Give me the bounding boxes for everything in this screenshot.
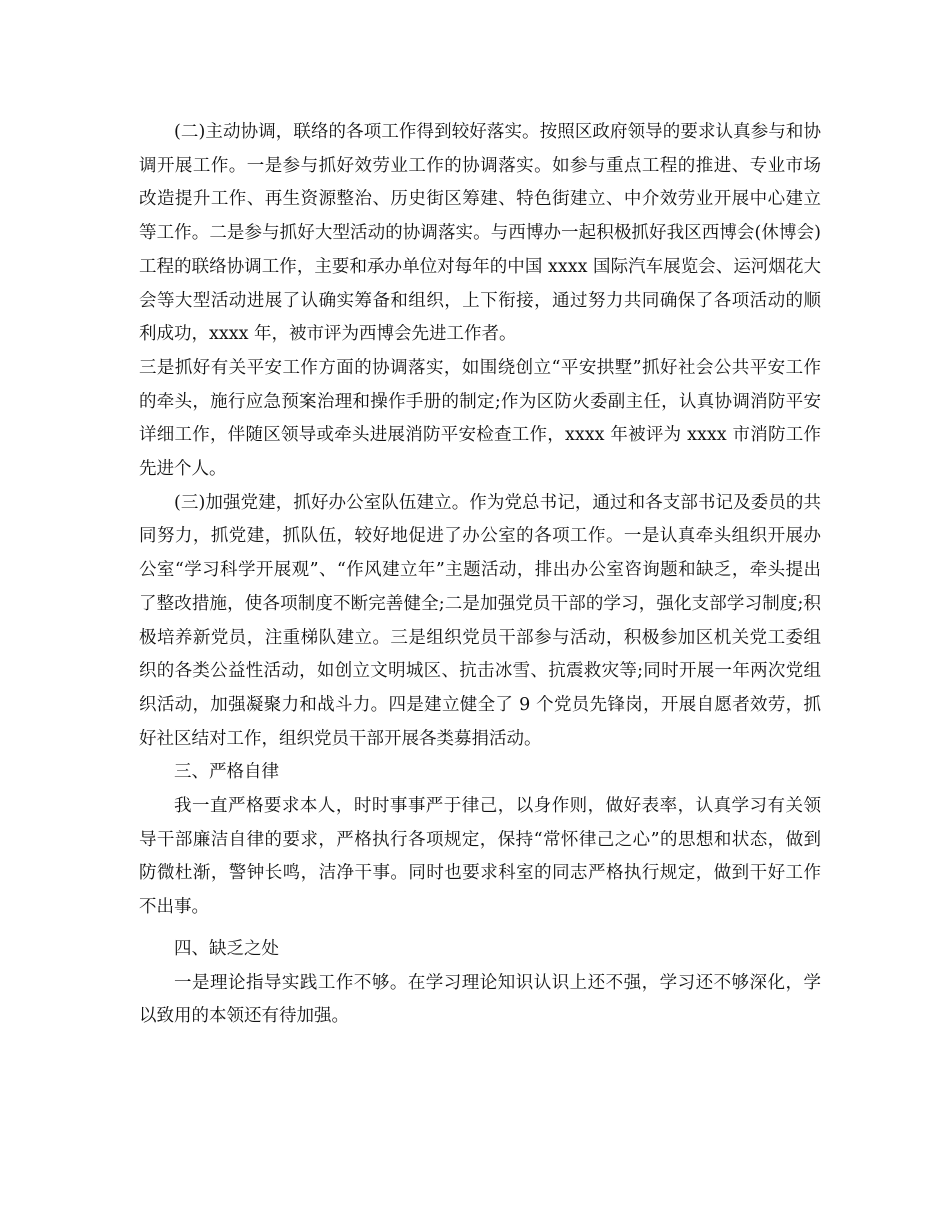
section-heading-self-discipline: 三、严格自律 [174,762,279,783]
paragraph-party-building: (三)加强党建，抓好办公室队伍建立。作为党总书记，通过和各支部书记及委员的共同努力，抓党建，抓队伍，较好地促进了办公室的各项工作。一是认真牵头组织开展办公室“学习科学开展观”、“作风建立年”主题活动，排出办公室咨询题和缺乏，牵头提出了整改措施，使各项制度不断完善健全;二是加强党员干部的学习，强化支部学习制度;积极培养新党员，注重梯队建立。三是组织党员干部参与活动，积极参加区机关党工委组织的各类公益性活动，如创立文明城区、抗击冰雪、抗震救灾等;同时开展一年两次党组织活动，加强凝聚力和战斗力。四是建立健全了 9 个党员先锋岗，开展自愿者效劳，抓好社区结对工作，组织党员干部开展各类募捐活动。 [139,492,821,749]
paragraph-coordination: (二)主动协调，联络的各项工作得到较好落实。按照区政府领导的要求认真参与和协调开展工作。一是参与抓好效劳业工作的协调落实。如参与重点工程的推进、专业市场改造提升工作、再生资源整治、历史街区筹建、特色街建立、中介效劳业开展中心建立等工作。二是参与抓好大型活动的协调落实。与西博办一起积极抓好我区西博会(休博会)工程的联络协调工作，主要和承办单位对每年的中国 xxxx 国际汽车展览会、运河烟花大会等大型活动进展了认确实筹备和组织，上下衔接，通过努力共同确保了各项活动的顺利成功，xxxx 年，被市评为西博会先进工作者。 [139,122,821,345]
paragraph-gap [139,925,821,933]
section-heading-shortcomings: 四、缺乏之处 [174,938,279,959]
paragraph-shortcomings: 一是理论指导实践工作不够。在学习理论知识认识上还不强，学习还不够深化，学以致用的本领还有待加强。 [139,972,821,1027]
paragraph-safety-coordination: 三是抓好有关平安工作方面的协调落实，如围绕创立“平安拱墅”抓好社会公共平安工作的牵头，施行应急预案治理和操作手册的制定;作为区防火委副主任，认真协调消防平安详细工作，伴随区领导或牵头进展消防平安检查工作，xxxx 年被评为 xxxx 市消防工作先进个人。 [139,357,821,480]
document-body [139,116,821,1034]
paragraph-self-discipline: 我一直严格要求本人，时时事事严于律己，以身作则，做好表率，认真学习有关领导干部廉洁自律的要求，严格执行各项规定，保持“常怀律己之心”的思想和状态，做到防微杜渐，警钟长鸣，洁净干事。同时也要求科室的同志严格执行规定，做到干好工作不出事。 [139,796,821,918]
